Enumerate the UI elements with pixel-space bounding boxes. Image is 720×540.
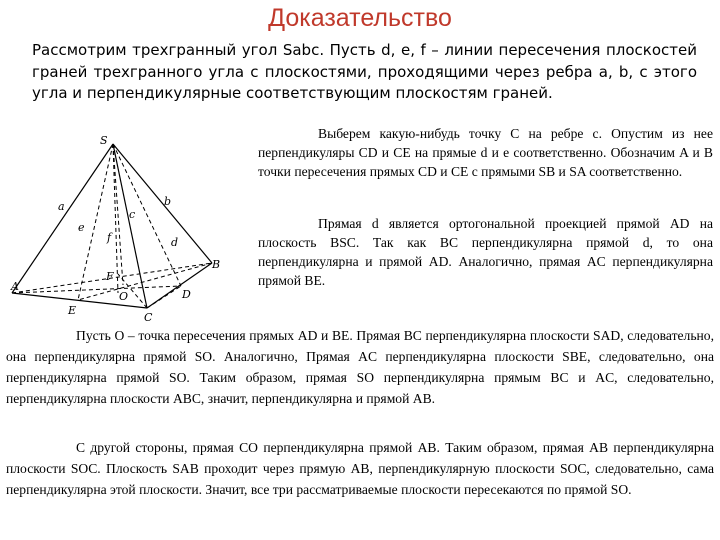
label-f-point: F bbox=[106, 270, 114, 283]
label-d: d bbox=[171, 236, 179, 249]
right-paragraph-2 bbox=[258, 214, 713, 290]
line-d bbox=[113, 144, 181, 286]
label-e: e bbox=[78, 221, 85, 234]
bottom-paragraph-2 bbox=[6, 437, 714, 500]
base-cb bbox=[147, 263, 212, 308]
edge-sc bbox=[113, 144, 147, 308]
label-s: S bbox=[100, 134, 108, 147]
bottom-paragraph-1-text: Пусть O – точка пересечения прямых AD и BE. Прямая BC перпендикулярна плоскости SAD, следовательно, она перпендикулярна прямой SO. Аналогично, Прямая AC перпендикулярна плоскости SBE, следовательно, она перпендикулярна прямой SO. Таким образом, прямая SO перпендикулярна прямым BC и AC, следовательно, перпендикулярна плоскости ABC, значит, перпендикулярна и прямой AB. bbox=[6, 328, 714, 406]
label-a-point: A bbox=[11, 280, 19, 293]
label-b-point: B bbox=[212, 258, 221, 271]
label-b: b bbox=[164, 195, 172, 208]
bottom-paragraph-2-text: С другой стороны, прямая CO перпендикулярна прямой AB. Таким образом, прямая AB перпендикулярна плоскости SOC. Плоскость SAB проходит через прямую AB, перпендикулярную плоскости SOC, следовательно, сама перпендикулярна этой плоскости. Значит, все три рассматриваемые плоскости пересекаются по прямой SO. bbox=[6, 440, 714, 497]
intro-paragraph: Рассмотрим трехгранный угол Sabc. Пусть d, e, f – линии пересечения плоскостей граней трехгранного угла с плоскостями, проходящими через ребра a, b, c этого угла и перпендикулярные соответствующим плоскостям граней. bbox=[32, 41, 697, 102]
edge-sb bbox=[113, 144, 212, 263]
edge-sa bbox=[12, 144, 113, 293]
trihedral-angle-figure bbox=[6, 128, 232, 324]
page-title: Доказательство bbox=[268, 4, 452, 32]
label-d-point: D bbox=[182, 288, 191, 301]
line-so bbox=[113, 144, 123, 285]
label-c: c bbox=[129, 208, 136, 221]
label-a: a bbox=[58, 200, 65, 213]
bottom-paragraph-1 bbox=[6, 325, 714, 409]
line-ad bbox=[12, 286, 181, 293]
label-e-point: E bbox=[68, 304, 77, 317]
line-be bbox=[78, 263, 212, 300]
right-paragraph-2-text: Прямая d является ортогональной проекцией прямой AD на плоскость BSC. Так как BC перпендикулярна прямой d, то она перпендикулярна и прямой AD. Аналогично, прямая AC перпендикулярна прямой BE. bbox=[258, 216, 713, 288]
label-c-point: C bbox=[144, 311, 153, 324]
label-f: f bbox=[107, 231, 112, 244]
right-paragraph-1 bbox=[258, 124, 713, 181]
right-paragraph-1-text: Выберем какую-нибудь точку C на ребре c. Опустим из нее перпендикуляры CD и CE на прямые d и e соответственно. Обозначим A и B точки пересечения прямых CD и CE с прямыми SB и SA соответственно. bbox=[258, 126, 713, 179]
label-o-point: O bbox=[119, 290, 129, 303]
